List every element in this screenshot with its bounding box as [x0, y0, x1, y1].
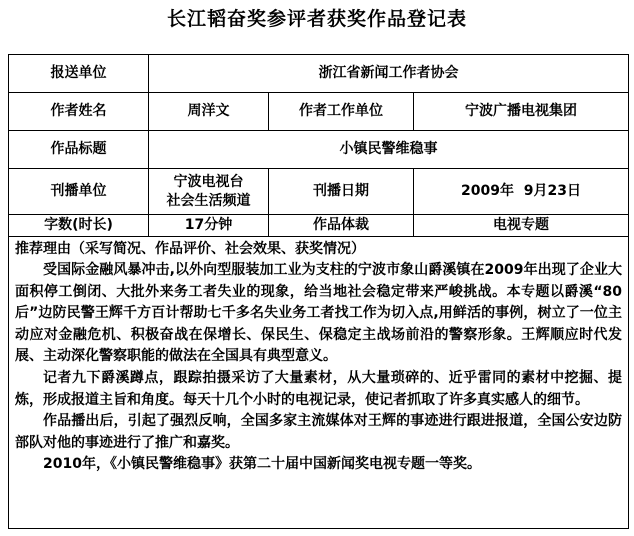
author-unit-label: 作者工作单位	[269, 93, 414, 131]
word-count-value: 17分钟	[149, 215, 269, 237]
reason-heading: 推荐理由（采写简况、作品评价、社会效果、获奖情况）	[15, 241, 365, 257]
publish-date-value: 2009年 9月23日	[414, 169, 629, 215]
row-submit-unit	[9, 55, 629, 93]
author-name-label: 作者姓名	[9, 93, 149, 131]
genre-label: 作品体裁	[269, 215, 414, 237]
work-title-label: 作品标题	[9, 131, 149, 169]
row-reason	[9, 237, 629, 529]
row-author	[9, 93, 629, 131]
submit-unit-label: 报送单位	[9, 55, 149, 93]
publish-date-label: 刊播日期	[269, 169, 414, 215]
row-work-title	[9, 131, 629, 169]
reason-paragraph-4: 2010年，《小镇民警维稳事》获第二十届中国新闻奖电视专题一等奖。	[43, 456, 481, 473]
reason-paragraph-3: 作品播出后，引起了强烈反响，全国多家主流媒体对王辉的事迹进行跟进报道，全国公安边防部队对他的事迹进行了推广和嘉奖。	[15, 413, 623, 451]
author-unit-value: 宁波广播电视集团	[414, 93, 629, 131]
recommendation-reason	[9, 237, 629, 529]
submit-unit-value: 浙江省新闻工作者协会	[149, 55, 629, 93]
work-title-value: 小镇民警维稳事	[149, 131, 629, 169]
reason-paragraph-1: 受国际金融风暴冲击,以外向型服装加工业为支柱的宁波市象山爵溪镇在2009年出现了企业大面积停工倒闭、大批外来务工者失业的现象，给当地社会稳定带来严峻挑战。本专题以爵溪“80后”边防民警王辉千方百计帮助七千多名失业务工者找工作为切入点,用鲜活的事例，树立了一位主动应对金融危机、积极奋战在保增长、保民生、保稳定主战场前沿的警察形象。王辉顺应时代发展、主动深化警察职能的做法在全国具有典型意义。	[15, 262, 623, 365]
row-publish	[9, 169, 629, 215]
registration-table	[8, 54, 629, 529]
publish-unit-label: 刊播单位	[9, 169, 149, 215]
reason-paragraph-2: 记者九下爵溪蹲点，跟踪拍摄采访了大量素材，从大量琐碎的、近乎雷同的素材中挖掘、提炼，形成报道主旨和角度。每天十几个小时的电视记录，使记者抓取了许多真实感人的细节。	[15, 369, 623, 408]
publish-unit-value	[149, 169, 269, 215]
author-name-value: 周洋文	[149, 93, 269, 131]
row-word-count	[9, 215, 629, 237]
publish-unit-line1: 宁波电视台	[173, 173, 244, 190]
publish-unit-line2: 社会生活频道	[166, 192, 251, 209]
genre-value: 电视专题	[414, 215, 629, 237]
page-title: 长江韬奋奖参评者获奖作品登记表	[166, 8, 467, 30]
word-count-label: 字数(时长)	[9, 215, 149, 237]
